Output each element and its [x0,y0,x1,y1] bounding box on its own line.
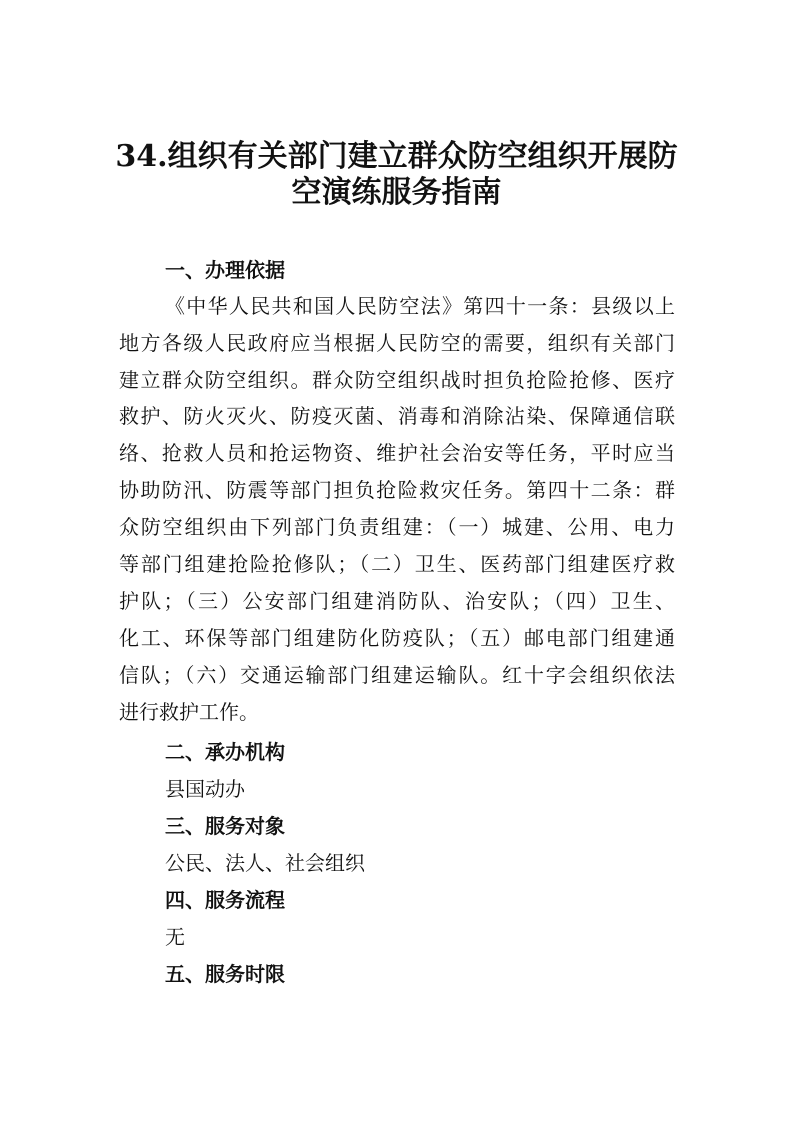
document-title-line-2: 空演练服务指南 [291,175,502,210]
basis-paragraph-line: 协助防汛、防震等部门担负抢险救灾任务。第四十二条：群 [119,478,675,502]
basis-paragraph-line: 络、抢救人员和抢运物资、维护社会治安等任务，平时应当 [119,441,675,465]
service-process-content: 无 [165,925,185,949]
basis-paragraph-line: 进行救护工作。 [119,700,259,724]
basis-paragraph-line: 建立群众防空组织。群众防空组织战时担负抢险抢修、医疗 [119,368,675,392]
basis-paragraph-line: 信队；（六）交通运输部门组建运输队。红十字会组织依法 [119,663,675,687]
agency-content: 县国动办 [165,777,245,801]
basis-paragraph-line: 化工、环保等部门组建防化防疫队；（五）邮电部门组建通 [119,626,675,650]
section-heading-service-process: 四、服务流程 [165,888,285,912]
section-heading-basis: 一、办理依据 [165,258,285,282]
section-heading-agency: 二、承办机构 [165,740,285,764]
service-target-content: 公民、法人、社会组织 [165,851,365,875]
basis-paragraph-line: 护队；（三）公安部门组建消防队、治安队；（四）卫生、 [119,589,675,613]
basis-paragraph-line: 地方各级人民政府应当根据人民防空的需要，组织有关部门 [119,331,675,355]
section-heading-service-target: 三、服务对象 [165,814,285,838]
basis-paragraph-line: 众防空组织由下列部门负责组建：（一）城建、公用、电力 [119,515,675,539]
basis-paragraph-line: 救护、防火灭火、防疫灭菌、消毒和消除沾染、保障通信联 [119,404,675,428]
basis-paragraph-line: 等部门组建抢险抢修队；（二）卫生、医药部门组建医疗救 [119,552,675,576]
basis-paragraph-line: 《中华人民共和国人民防空法》第四十一条：县级以上 [165,294,675,318]
section-heading-service-time-limit: 五、服务时限 [165,962,285,986]
document-title-line-1: 34.组织有关部门建立群众防空组织开展防 [115,139,678,174]
